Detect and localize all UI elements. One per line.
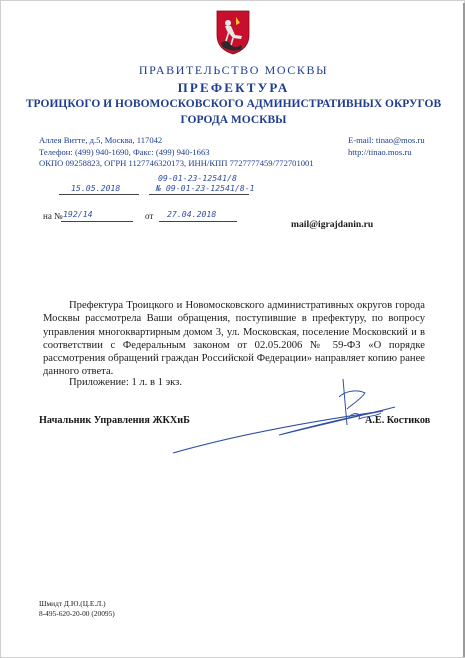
recipient-email: mail@igrajdanin.ru [291,219,374,230]
outgoing-number: № 09-01-23-12541/8-1 [156,183,255,193]
executor-info [39,599,115,618]
body-paragraph: Префектура Троицкого и Новомосковского административных округов города Москвы рассмотрела Ваши обращения, поступившие в префектуру, по вопросу управления многоквартирным домом 3, ул. Московская, поселение Московский и в соответствии с Федеральным законом от 02.05.2006 № 59-ФЗ «О порядке рассмотрения обращений граждан Российской Федерации» направляет копию ранее данного ответа. [43,300,425,378]
codes-text: ОКПО 09258823, ОГРН 1127746320173, ИНН/КПП 7727777459/772701001 [39,158,314,168]
incoming-reference [43,209,217,221]
website-text: http://tinao.mos.ru [348,146,412,157]
address-text: Аллея Витте, д.5, Москва, 117042 [39,135,163,145]
contacts-block [39,135,429,170]
email-text: E-mail: tinao@mos.ru [348,135,425,145]
incoming-number-underline [61,221,133,222]
signatory-position: Начальник Управления ЖКХиБ [39,415,190,426]
incoming-date: 27.04.2018 [167,209,217,219]
number-underline [149,194,249,195]
executor-phone: 8-495-620-20-00 (20095) [39,608,115,618]
incoming-number: 192/14 [63,209,93,219]
government-title: ПРАВИТЕЛЬСТВО МОСКВЫ [138,63,329,77]
handwritten-signature [169,377,399,457]
outgoing-date: 15.05.2018 [71,183,121,193]
city-title: ГОРОДА МОСКВЫ [180,114,287,126]
okrugs-title: ТРОИЦКОГО И НОВОМОСКОВСКОГО АДМИНИСТРАТИВНЫХ ОКРУГОВ [25,98,442,110]
on-number-label: на № [43,211,63,221]
prefecture-title: ПРЕФЕКТУРА [177,80,290,95]
moscow-coat-of-arms-icon [215,9,251,55]
outgoing-number-handwritten: 09-01-23-12541/8 [158,173,237,183]
contacts-right [348,135,425,158]
date-underline [59,194,139,195]
phone-text: Телефон: (499) 940-1690, Факс: (499) 940-1663 [39,146,210,157]
executor-name: Шмидт Д.Ю.(Ц.Е.Л.) [39,599,106,608]
incoming-date-underline [159,221,237,222]
signatory-name: А.Е. Костиков [365,415,431,426]
from-label: от [145,211,154,221]
annex-text: Приложение: 1 л. в 1 экз. [69,377,182,388]
